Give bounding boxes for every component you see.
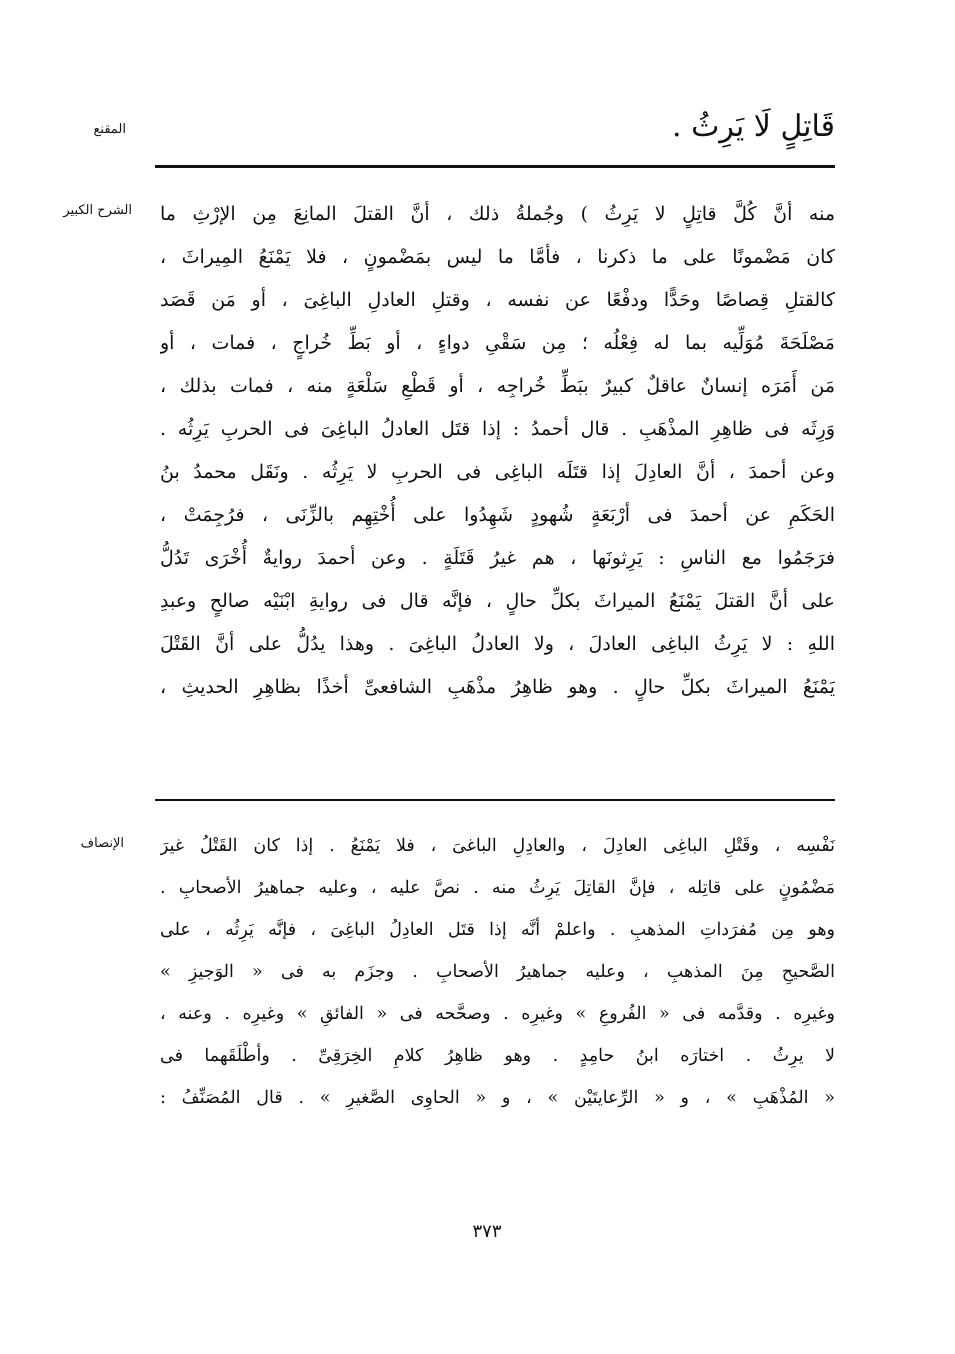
section-divider-rule (155, 799, 835, 801)
sharh-commentary-block (160, 193, 835, 709)
sharh-line: يَمْنَعُ الميراثَ بكلِّ حالٍ . وهو ظاهِرُ مذْهَبِ الشافعىِّ أخذًا بظاهِرِ الحديثِ ، (160, 676, 835, 698)
insaf-line: نَفْسِه ، وقَتْلِ الباغِى العادِلَ ، والعادِلِ الباغىَ ، فلا يَمْنَعُ . إذا كان القَتْلُ غيرَ (160, 836, 835, 856)
insaf-line: لا يرِثُ . اختارَه ابنُ حامِدٍ . وهو ظاهِرُ كلامِ الخِرَقِىِّ . وأطْلَقَهما فى (160, 1046, 835, 1066)
top-rule (155, 165, 835, 168)
sharh-line: وعن أحمدَ ، أنَّ العادِلَ إذا قتَلَه الباغِى فى الحربِ لا يَرِثُه . ونَقَل محمدُ بنُ (160, 461, 835, 483)
sharh-line: اللهِ : لا يَرِثُ الباغِى العادلَ ، ولا العادلُ الباغِىَ . وهذا يدُلُّ على أنَّ القَتْلَ (160, 633, 835, 655)
side-label-muqni: المقنع (93, 122, 126, 137)
side-label-insaf: الإنصاف (80, 836, 124, 851)
insaf-line: وهو مِن مُفرَداتِ المذهبِ . واعلمْ أنَّه إذا قتَل العادِلُ الباغِىَ ، فإنَّه يَرِثُه ، على (160, 920, 835, 940)
insaf-line: وغيرِه . وقدَّمه فى « الفُروعِ » وغيرِه . وصحَّحه فى « الفائقِ » وغيرِه . وعنه ، (160, 1004, 835, 1024)
matn-text: قَاتِلٍ لَا يَرِثُ . (672, 109, 835, 144)
page-number: ٣٧٣ (472, 1221, 502, 1242)
sharh-line: الحَكَمِ عن أحمدَ فى أرْبَعَةٍ شُهودٍ شَهِدُوا على أُخْتِهِم بالزِّنَى ، فرُجِمَتْ ، (160, 504, 835, 526)
sharh-line: وَرِثَه فى ظاهِرِ المذْهَبِ . قال أحمدُ : إذا قتَل العادلُ الباغِىَ فى الحربِ يَرِثُه . (160, 418, 835, 440)
sharh-line: منه أنَّ كُلَّ قاتِلٍ لا يَرِثُ ) وجُملةُ ذلك ، أنَّ القتلَ المانِعَ مِن الإرْثِ ما (160, 203, 835, 225)
insaf-line: الصَّحيحِ مِنَ المذهبِ ، وعليه جماهيرُ الأصحابِ . وجزَم به فى « الوَجيزِ » (160, 962, 835, 982)
sharh-line: كالقتلِ قِصاصًا وحَدًّا ودفْعًا عن نفسه ، وقتلِ العادلِ الباغِىَ ، أو مَن قَصَد (160, 289, 835, 311)
insaf-line: « المُذْهَبِ » ، و « الرِّعايتَيْن » ، و « الحاوِى الصَّغيرِ » . قال المُصَنِّفُ : (160, 1088, 835, 1108)
sharh-line: مَن أَمَرَه إنسانٌ عاقلٌ كبيرٌ ببَطِّ خُراجِه ، أو قَطْعِ سَلْعَةٍ منه ، فمات بذلك ، (160, 375, 835, 397)
sharh-line: فرَجَمُوا مع الناسِ : يَرِثونَها ، هم غيرُ قَتَلَةٍ . وعن أحمدَ روايةٌ أُخْرَى تَدُلُّ (160, 547, 835, 569)
sharh-line: مَصْلَحَةَ مُوَلِّيه بما له فِعْلُه ؛ مِن سَقْىِ دواءٍ ، أو بَطِّ خُراجٍ ، فمات ، أو (160, 332, 835, 354)
sharh-line: على أنَّ القتلَ يَمْنَعُ الميراثَ بكلِّ حالٍ ، فإنَّه قال فى روايةِ ابْنَيْه صالحٍ وعبدِ (160, 590, 835, 612)
insaf-commentary-block (160, 825, 835, 1119)
insaf-line: مَضْمُونٍ على قاتِله ، فإنَّ القاتِلَ يَرِثُ منه . نصَّ عليه ، وعليه جماهيرُ الأصحابِ . (160, 878, 835, 898)
side-label-sharh: الشرح الكبير (63, 203, 132, 218)
sharh-line: كان مَضْمونًا على ما ذكرنا ، فأمَّا ما ليس بمَضْمونٍ ، فلا يَمْنَعُ المِيراثَ ، (160, 246, 835, 268)
